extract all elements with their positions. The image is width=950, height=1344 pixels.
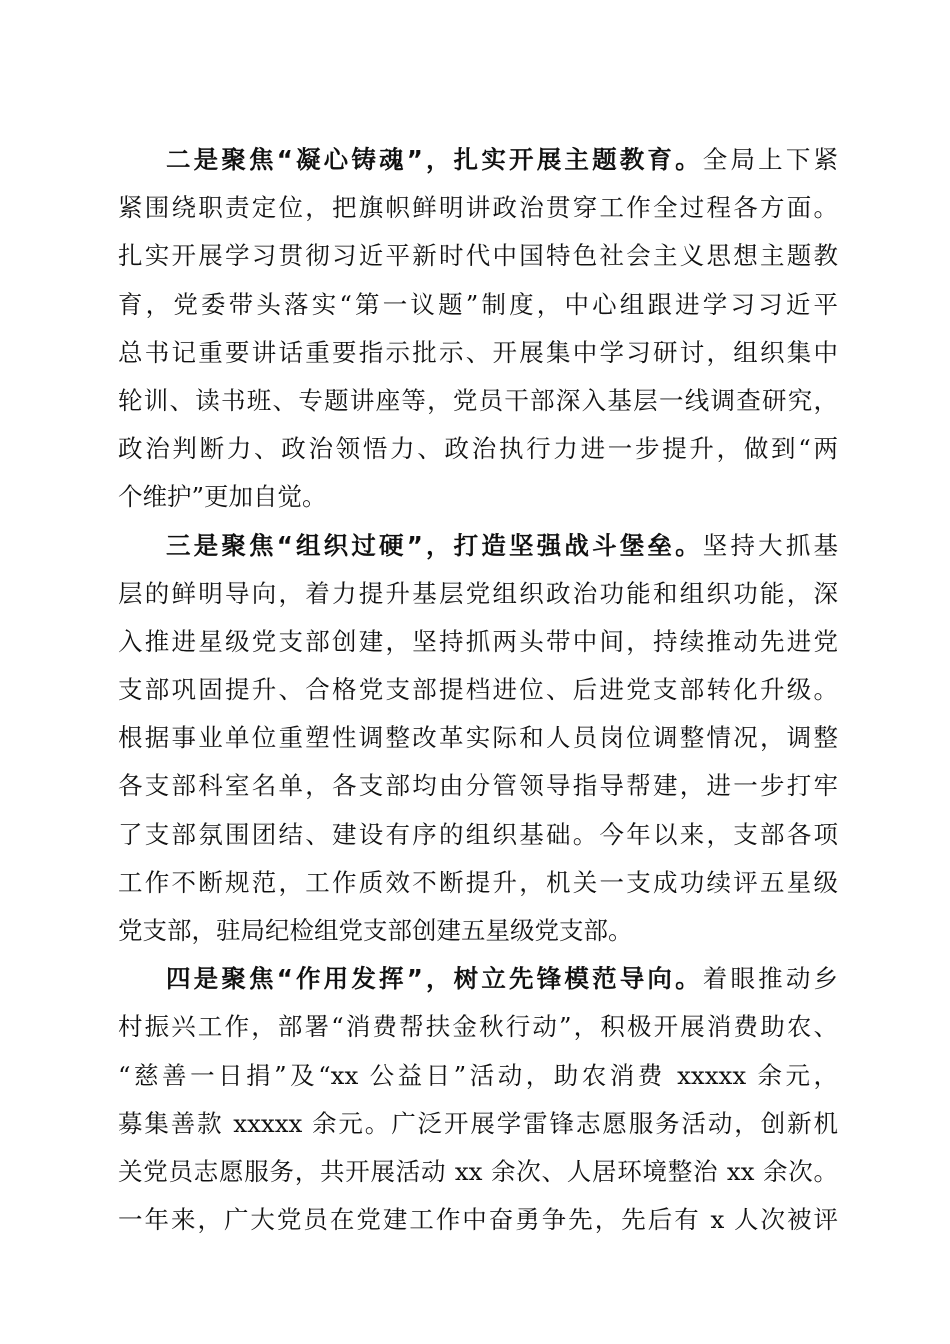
paragraph-vanguard-role bbox=[118, 955, 838, 1244]
paragraph-line: 轮训、读书班、专题讲座等，党员干部深入基层一线调查研究， bbox=[118, 385, 838, 415]
paragraph-lead: 四是聚焦“作用发挥”，树立先锋模范导向。 bbox=[166, 964, 703, 994]
paragraph-line: 关党员志愿服务，共开展活动 xx 余次、人居环境整治 xx 余次。 bbox=[118, 1156, 838, 1186]
paragraph-line: 扎实开展学习贯彻习近平新时代中国特色社会主义思想主题教 bbox=[118, 241, 838, 271]
paragraph-line: 二是聚焦“凝心铸魂”，扎实开展主题教育。全局上下紧 bbox=[166, 145, 839, 174]
paragraph-line: 政治判断力、政治领悟力、政治执行力进一步提升，做到“两 bbox=[118, 434, 838, 464]
paragraph-line: “慈善一日捐”及“xx 公益日”活动，助农消费 xxxxx 余元， bbox=[118, 1060, 838, 1090]
paragraph-line: 入推进星级党支部创建，坚持抓两头带中间，持续推动先进党 bbox=[118, 626, 838, 656]
document-body bbox=[118, 136, 838, 1244]
paragraph-line: 工作不断规范，工作质效不断提升，机关一支成功续评五星级 bbox=[118, 867, 838, 897]
paragraph-line: 村振兴工作，部署“消费帮扶金秋行动”，积极开展消费助农、 bbox=[118, 1012, 838, 1042]
paragraph-line: 个维护”更加自觉。 bbox=[118, 482, 327, 512]
paragraph-line: 紧围绕职责定位，把旗帜鲜明讲政治贯穿工作全过程各方面。 bbox=[118, 193, 838, 223]
paragraph-line: 三是聚焦“组织过硬”，打造坚强战斗堡垒。坚持大抓基 bbox=[166, 530, 839, 560]
paragraph-line: 党支部，驻局纪检组党支部创建五星级党支部。 bbox=[118, 916, 633, 945]
paragraph-line: 总书记重要讲话重要指示批示、开展集中学习研讨，组织集中 bbox=[118, 337, 838, 367]
paragraph-line: 育，党委带头落实“第一议题”制度，中心组跟进学习习近平 bbox=[118, 289, 838, 319]
paragraph-line: 层的鲜明导向，着力提升基层党组织政治功能和组织功能，深 bbox=[118, 578, 838, 608]
paragraph-organization bbox=[118, 522, 838, 956]
paragraph-line: 各支部科室名单，各支部均由分管领导指导帮建，进一步打牢 bbox=[118, 771, 838, 801]
paragraph-line: 四是聚焦“作用发挥”，树立先锋模范导向。着眼推动乡 bbox=[166, 964, 839, 994]
paragraph-line: 一年来，广大党员在党建工作中奋勇争先，先后有 x 人次被评 bbox=[118, 1205, 838, 1235]
paragraph-lead: 二是聚焦“凝心铸魂”，扎实开展主题教育。 bbox=[166, 145, 703, 174]
paragraph-line: 募集善款 xxxxx 余元。广泛开展学雷锋志愿服务活动，创新机 bbox=[118, 1108, 838, 1138]
paragraph-theme-education bbox=[118, 136, 838, 522]
paragraph-line: 支部巩固提升、合格党支部提档进位、后进党支部转化升级。 bbox=[118, 675, 838, 705]
paragraph-lead: 三是聚焦“组织过硬”，打造坚强战斗堡垒。 bbox=[166, 530, 703, 560]
paragraph-line: 了支部氛围团结、建设有序的组织基础。今年以来，支部各项 bbox=[118, 819, 838, 849]
paragraph-line: 根据事业单位重塑性调整改革实际和人员岗位调整情况，调整 bbox=[118, 723, 838, 753]
